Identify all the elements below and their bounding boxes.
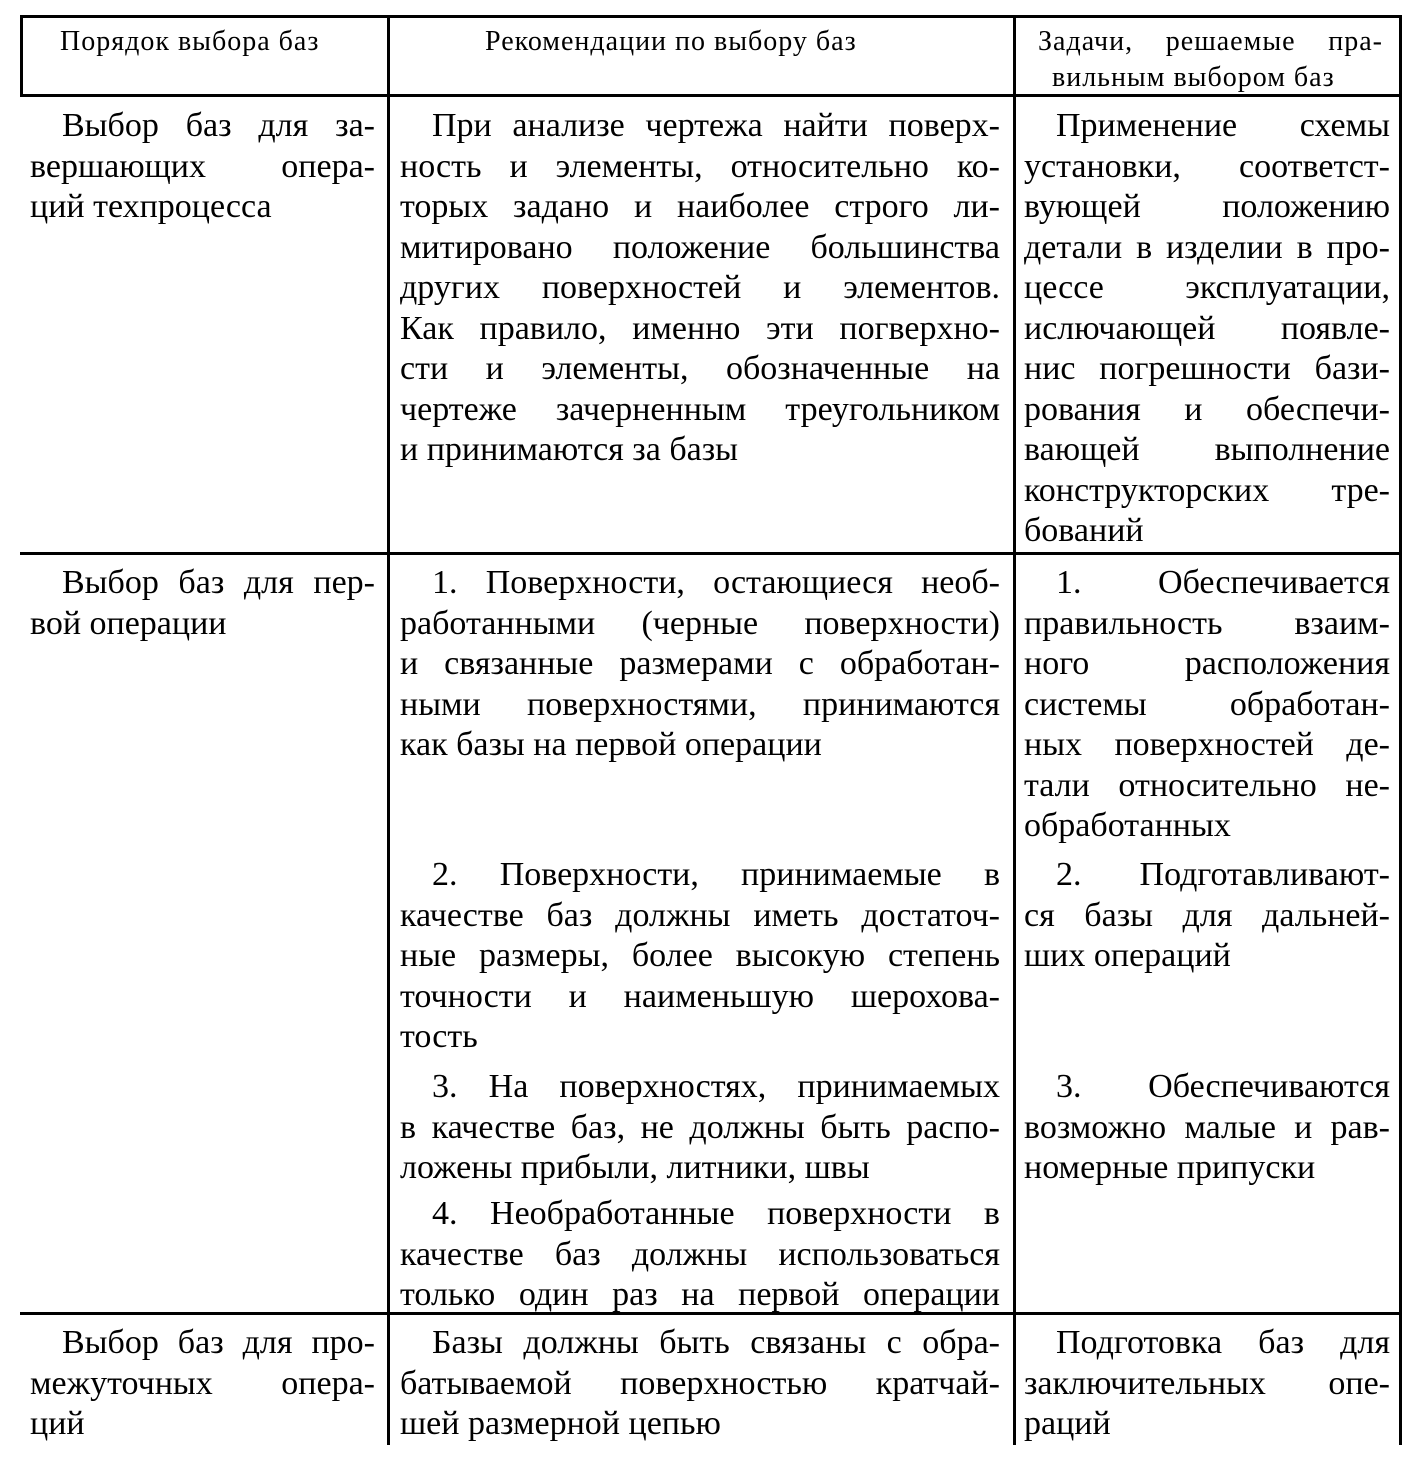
row1-bottom-border bbox=[20, 552, 1402, 555]
header-recommendations: Рекомендации по выбору баз bbox=[485, 26, 857, 57]
row1-stage: Выбор баз для за- вершающих опера- ций техпроцесса bbox=[30, 107, 375, 225]
table-right-border bbox=[1399, 15, 1402, 1445]
row2-task-2: 2. Подготавливают- ся базы для дальней- ших операций bbox=[1024, 856, 1390, 974]
table-top-border bbox=[20, 15, 1402, 18]
row2-recommendation-2: 2. Поверхности, принимаемые в качестве баз должны иметь достаточ- ные размеры, более высокую степень точности и наименьшую шерохова- тость bbox=[400, 856, 1000, 1055]
header-tasks: Задачи, решаемые пра- вильным выбором баз bbox=[1038, 26, 1383, 93]
table-left-border bbox=[20, 15, 23, 95]
row2-task-1: 1. Обеспечивается правильность взаим- ного расположения системы обработан- ных поверхностей де- тали относительно не- обработанных bbox=[1024, 564, 1390, 844]
row3-recommendation: Базы должны быть связаны с обра- батываемой поверхностью кратчай- шей размерной цепью bbox=[400, 1324, 1000, 1442]
column-divider-2 bbox=[1013, 15, 1016, 1445]
header-stage-order: Порядок выбора баз bbox=[60, 26, 320, 57]
row3-task: Подготовка баз для заключительных опе- раций bbox=[1024, 1324, 1390, 1442]
row3-stage: Выбор баз для про- межуточных опера- ций bbox=[30, 1324, 375, 1442]
column-divider-1 bbox=[387, 15, 390, 1445]
row2-recommendation-4: 4. Необработанные поверхности в качестве баз должны использоваться только один раз на первой операции bbox=[400, 1195, 1000, 1313]
row2-recommendation-1: 1. Поверхности, остающиеся необ- работанными (черные поверхности) и связанные размерами с обработан- ными поверхностями, принимаются как базы на первой операции bbox=[400, 564, 1000, 763]
row2-recommendation-3: 3. На поверхностях, принимаемых в качестве баз, не должны быть распо- ложены прибыли, литники, швы bbox=[400, 1068, 1000, 1186]
row2-stage: Выбор баз для пер- вой операции bbox=[30, 564, 375, 642]
row2-task-3: 3. Обеспечиваются возможно малые и рав- номерные припуски bbox=[1024, 1068, 1390, 1186]
row1-recommendation: При анализе чертежа найти поверх- ность и элементы, относительно ко- торых задано и наиболее строго ли- митировано положение большинства других поверхностей и элементов. Как правило, именно эти погверхно- сти и элементы, обозначенные на чертеже зачерненным треугольником и принимаются за базы bbox=[400, 107, 1000, 468]
row1-task: Применение схемы установки, соответст- вующей положению детали в изделии в про- цессе эксплуатации, иcлючающей появле- нис погрешности бази- рования и обеспечи- вающей выполнение конструкторских тре- бований bbox=[1024, 107, 1390, 549]
